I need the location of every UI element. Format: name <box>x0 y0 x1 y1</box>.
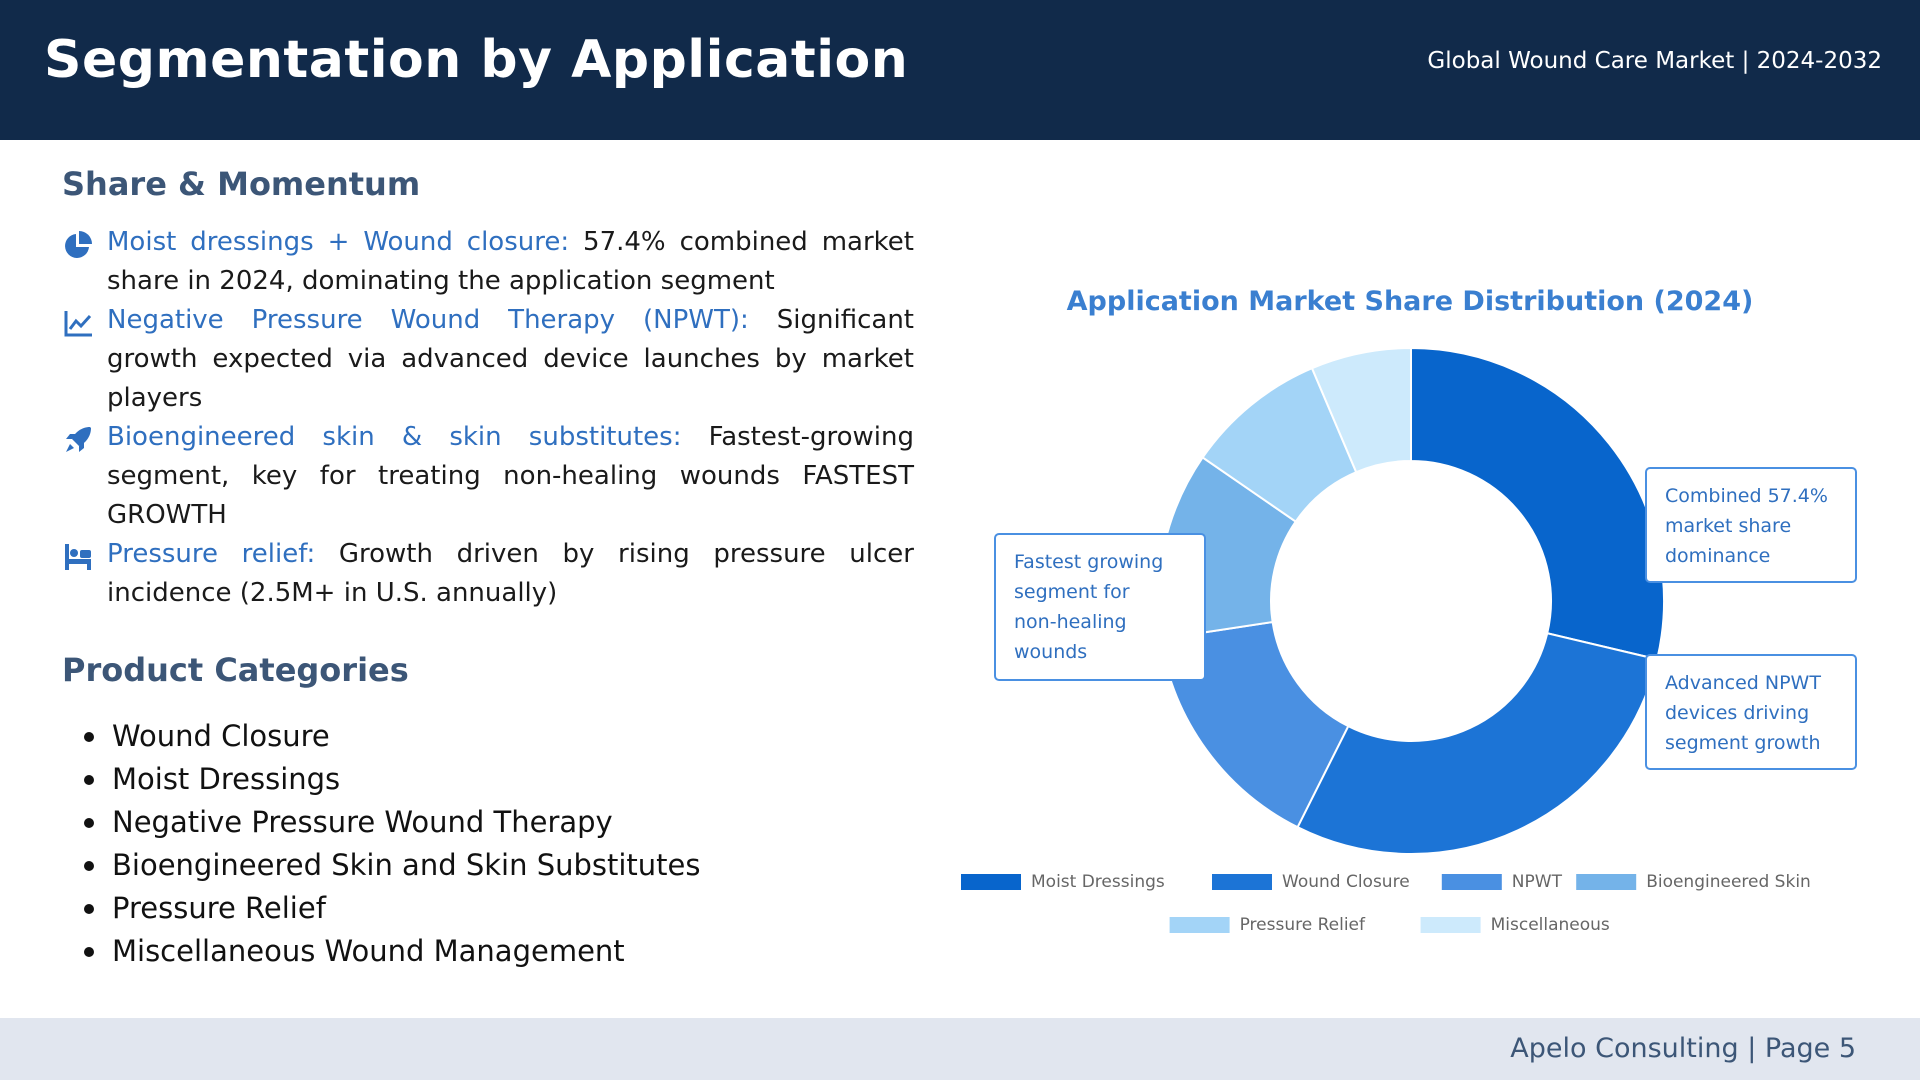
product-categories-heading: Product Categories <box>62 651 409 689</box>
footer-text: Apelo Consulting | Page 5 <box>1510 1033 1856 1064</box>
chart-annotation <box>1646 468 1856 582</box>
list-item: Wound Closure <box>62 715 914 758</box>
chart-annotation <box>995 534 1205 680</box>
share-momentum-heading: Share & Momentum <box>62 165 421 203</box>
legend-swatch <box>1442 874 1502 890</box>
momentum-label: Bioengineered skin & skin substitutes: <box>107 422 682 452</box>
donut-slices <box>1158 348 1664 854</box>
footer-bar <box>0 1018 1920 1080</box>
legend-swatch <box>961 874 1021 890</box>
chart-annotation <box>1646 655 1856 769</box>
donut-slice-wound-closure <box>1298 633 1658 854</box>
legend-label: Bioengineered Skin <box>1646 872 1811 892</box>
annotation-text: Advanced NPWT devices driving segment growth <box>1665 672 1821 754</box>
legend-swatch <box>1212 874 1272 890</box>
legend-label: Pressure Relief <box>1239 915 1366 935</box>
list-item: Negative Pressure Wound Therapy <box>62 801 914 844</box>
legend-label: Miscellaneous <box>1490 915 1610 935</box>
legend-label: Wound Closure <box>1282 872 1410 892</box>
legend-label: NPWT <box>1511 872 1562 892</box>
legend-item <box>1421 915 1610 935</box>
pie-chart-icon <box>62 229 94 261</box>
legend-label: Moist Dressings <box>1031 872 1165 892</box>
legend-item <box>1212 872 1410 892</box>
legend-swatch <box>1421 917 1481 933</box>
product-categories-list <box>62 715 914 973</box>
annotation-text: Fastest growing segment for non-healing wounds <box>1014 551 1164 663</box>
legend-swatch <box>1576 874 1636 890</box>
annotation-text: Combined 57.4% market share dominance <box>1665 485 1828 567</box>
chart-annotations <box>995 468 1856 769</box>
momentum-item <box>62 418 914 535</box>
momentum-text: Significant growth expected via advanced device launches by market players <box>107 305 915 413</box>
bed-patient-icon <box>62 541 94 573</box>
list-item: Bioengineered Skin and Skin Substitutes <box>62 844 914 887</box>
legend-item <box>1576 872 1811 892</box>
momentum-text: 57.4% combined market share in 2024, dominating the application segment <box>107 227 914 296</box>
share-momentum-list <box>62 223 914 613</box>
legend-item <box>1170 915 1366 935</box>
momentum-item <box>62 301 914 418</box>
momentum-label: Pressure relief: <box>107 539 316 569</box>
momentum-label: Negative Pressure Wound Therapy (NPWT): <box>107 305 749 335</box>
legend-item <box>1442 872 1563 892</box>
momentum-text: Growth driven by rising pressure ulcer incidence (2.5M+ in U.S. annually) <box>107 539 914 608</box>
chart-title: Application Market Share Distribution (2024) <box>1066 286 1754 317</box>
chart-container <box>960 270 1860 960</box>
rocket-icon <box>62 424 94 456</box>
momentum-item <box>62 223 914 301</box>
report-subtitle: Global Wound Care Market | 2024-2032 <box>1427 48 1882 74</box>
list-item: Moist Dressings <box>62 758 914 801</box>
legend-swatch <box>1170 917 1230 933</box>
momentum-item <box>62 535 914 613</box>
momentum-text: Fastest-growing segment, key for treating non-healing wounds FASTEST GROWTH <box>107 422 914 530</box>
donut-chart <box>960 270 1860 960</box>
header-bar <box>0 0 1920 140</box>
momentum-label: Moist dressings + Wound closure: <box>107 227 570 257</box>
donut-slice-moist-dressings <box>1411 348 1664 659</box>
page-title: Segmentation by Application <box>44 30 909 90</box>
left-column <box>62 165 914 973</box>
chart-legend <box>961 872 1811 935</box>
list-item: Pressure Relief <box>62 887 914 930</box>
legend-item <box>961 872 1165 892</box>
list-item: Miscellaneous Wound Management <box>62 930 914 973</box>
line-chart-icon <box>62 307 94 339</box>
